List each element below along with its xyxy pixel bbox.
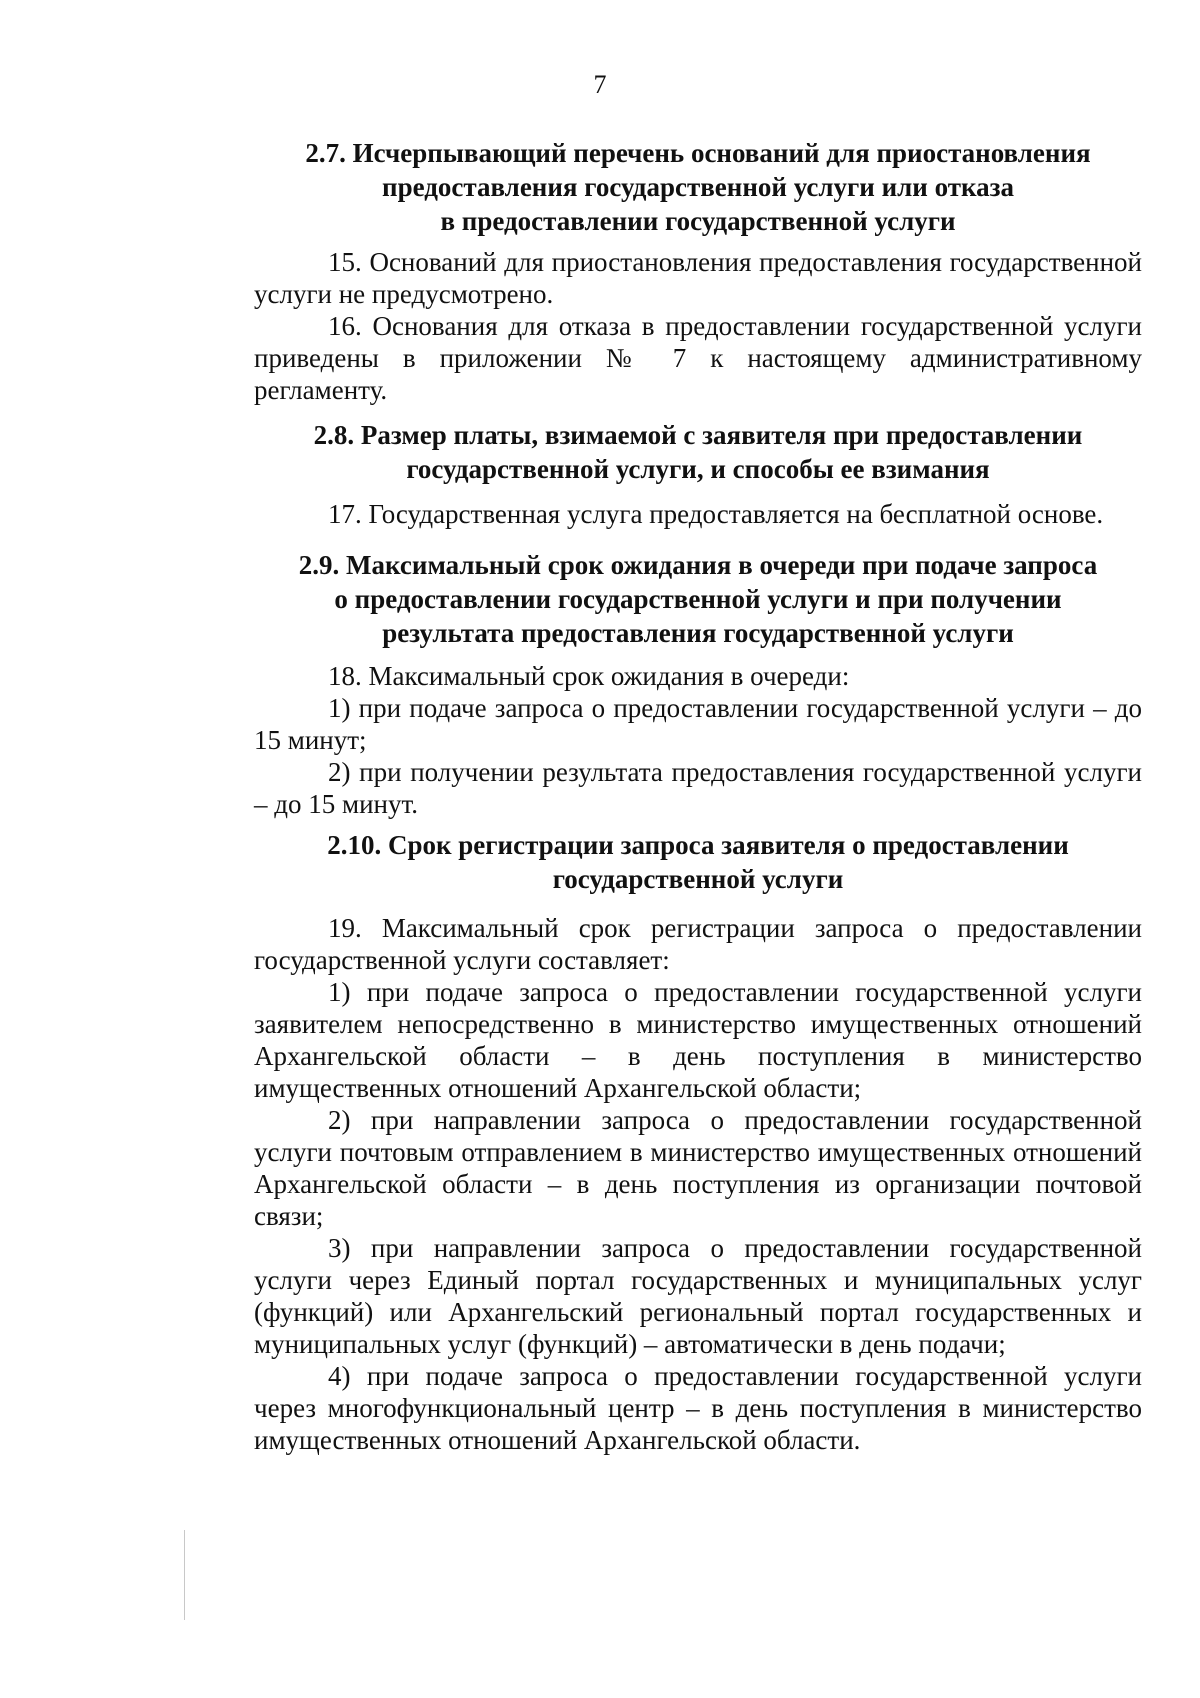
heading-line: о предоставлении государственной услуги и при получении	[334, 584, 1062, 614]
heading-line: государственной услуги	[552, 864, 844, 894]
heading-line: 2.10. Срок регистрации запроса заявителя о предоставлении	[327, 830, 1069, 860]
section-heading	[254, 418, 1142, 486]
heading-line: результата предоставления государственной услуги	[382, 618, 1014, 648]
heading-line: 2.7. Исчерпывающий перечень оснований для приостановления	[305, 138, 1091, 168]
section-2-7-body	[254, 246, 1142, 406]
paragraph: 18. Максимальный срок ожидания в очереди:	[328, 661, 850, 691]
heading-line: государственной услуги, и способы ее взимания	[406, 454, 990, 484]
paragraph: 3) при направлении запроса о предоставлении государственной услуги через Единый портал государственных и муниципальных услуг (функций) или Архангельский региональный портал государственных и муниципальных услуг (функций) – автоматически в день подачи;	[254, 1233, 1142, 1359]
paragraph: 16. Основания для отказа в предоставлении государственной услуги приведены в приложении № 7 к настоящему административному регламенту.	[254, 311, 1142, 405]
section-2-10-body	[254, 912, 1142, 1456]
section-2-8-body	[254, 498, 1142, 530]
section-2-7	[254, 136, 1142, 238]
section-heading	[254, 828, 1142, 896]
section-heading	[254, 548, 1142, 650]
scan-edge-mark	[184, 1530, 185, 1620]
section-2-9-body	[254, 660, 1142, 820]
paragraph: 17. Государственная услуга предоставляется на бесплатной основе.	[328, 499, 1104, 529]
paragraph: 1) при подаче запроса о предоставлении государственной услуги заявителем непосредственно в министерство имущественных отношений Архангельской области – в день поступления в министерство имущественных отношений Архангельской области;	[254, 977, 1142, 1103]
paragraph: 2) при получении результата предоставления государственной услуги – до 15 минут.	[254, 757, 1142, 819]
section-2-9	[254, 548, 1142, 650]
section-2-8	[254, 418, 1142, 486]
paragraph: 19. Максимальный срок регистрации запроса о предоставлении государственной услуги составляет:	[254, 913, 1142, 975]
section-heading	[254, 136, 1142, 238]
paragraph: 1) при подаче запроса о предоставлении государственной услуги – до 15 минут;	[254, 693, 1142, 755]
heading-line: 2.9. Максимальный срок ожидания в очереди при подаче запроса	[298, 550, 1098, 580]
paragraph: 4) при подаче запроса о предоставлении государственной услуги через многофункциональный центр – в день поступления в министерство имущественных отношений Архангельской области.	[254, 1361, 1142, 1455]
paragraph: 15. Оснований для приостановления предоставления государственной услуги не предусмотрено.	[254, 247, 1142, 309]
paragraph: 2) при направлении запроса о предоставлении государственной услуги почтовым отправлением в министерство имущественных отношений Архангельской области – в день поступления из организации почтовой связи;	[254, 1105, 1142, 1231]
heading-line: в предоставлении государственной услуги	[440, 206, 956, 236]
heading-line: предоставления государственной услуги или отказа	[382, 172, 1014, 202]
heading-line: 2.8. Размер платы, взимаемой с заявителя при предоставлении	[313, 420, 1083, 450]
page-number: 7	[593, 70, 607, 99]
section-2-10	[254, 828, 1142, 896]
